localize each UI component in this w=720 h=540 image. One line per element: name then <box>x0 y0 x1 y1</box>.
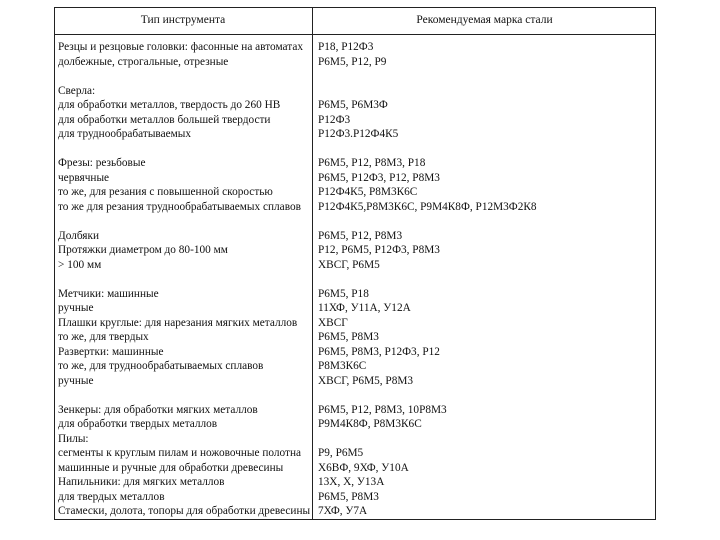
steel-grade-cell: Р6М5, Р8М3, Р12Ф3, Р12 <box>318 345 440 358</box>
tool-type-cell: для обработки металлов большей твердости <box>58 113 271 126</box>
table-row <box>0 417 720 432</box>
table-row <box>0 504 720 519</box>
tool-type-cell: для твердых металлов <box>58 490 165 503</box>
steel-grade-cell: Р9М4К8Ф, Р8М3К6С <box>318 418 422 430</box>
table-row <box>0 243 720 258</box>
tool-type-cell: Сверла: <box>58 84 96 97</box>
table-row <box>0 84 720 99</box>
steel-grade-cell: 7ХФ, У7А <box>318 505 368 517</box>
tool-type-cell: то же, для резания с повышенной скоростью <box>58 186 273 198</box>
table-row <box>0 185 720 200</box>
steel-grade-cell: Р6М5, Р8М3 <box>318 331 379 343</box>
header-steel-grade: Рекомендуемая марка стали <box>416 14 553 26</box>
tool-type-cell: ручные <box>58 374 94 387</box>
tool-type-cell: для труднообрабатываемых <box>58 128 192 140</box>
group-spacer <box>0 69 720 84</box>
tool-type-cell: Напильники: для мягких металлов <box>58 476 225 488</box>
tool-type-cell: для обработки металлов, твердость до 260 НВ <box>58 99 281 111</box>
tool-type-cell: Фрезы: резьбовые <box>58 157 146 169</box>
table-row <box>0 490 720 505</box>
header-tool-type: Тип инструмента <box>140 14 226 26</box>
steel-grade-cell: Р6М5, Р12, Р9 <box>318 55 387 68</box>
table-body <box>0 40 720 519</box>
steel-grade-cell: Р6М5, Р12, Р8М3, Р18 <box>318 157 426 169</box>
steel-grade-cell: Х6ВФ, 9ХФ, У10А <box>318 461 409 474</box>
steel-grade-cell: 13Х, Х, У13А <box>318 476 385 488</box>
table-row <box>0 229 720 244</box>
table-row <box>0 171 720 186</box>
table-row <box>0 345 720 360</box>
tool-type-cell: Резцы и резцовые головки: фасонные на автоматах <box>58 41 303 53</box>
tool-type-cell: Зенкеры: для обработки мягких металлов <box>58 403 258 416</box>
steel-grade-cell: Р6М5, Р6М3Ф <box>318 99 388 111</box>
table-row <box>0 127 720 142</box>
table-row <box>0 301 720 316</box>
steel-grade-cell: Р12Ф3.Р12Ф4К5 <box>318 128 399 140</box>
table-row <box>0 446 720 461</box>
table-row <box>0 330 720 345</box>
table-row <box>0 359 720 374</box>
tool-type-cell: Долбяки <box>58 229 100 242</box>
table-row <box>0 374 720 389</box>
tool-type-cell: Метчики: машинные <box>58 287 159 300</box>
tool-type-cell: то же, для твердых <box>58 331 149 343</box>
table-row <box>0 113 720 128</box>
tool-type-cell: то же для резания труднообрабатываемых сплавов <box>58 200 301 213</box>
table-row <box>0 403 720 418</box>
steel-grade-cell: Р12, Р6М5, Р12Ф3, Р8М3 <box>318 244 440 256</box>
group-spacer <box>0 214 720 229</box>
tool-type-cell: ручные <box>58 302 94 314</box>
tool-type-cell: Развертки: машинные <box>58 345 164 358</box>
steel-grade-cell: Р12Ф3 <box>318 113 351 126</box>
tool-type-cell: то же, для труднообрабатываемых сплавов <box>58 360 264 372</box>
steel-grade-cell: ХВСГ <box>318 316 348 329</box>
steel-grade-cell: ХВСГ, Р6М5, Р8М3 <box>318 374 414 387</box>
tool-type-cell: Пилы: <box>58 432 89 445</box>
steel-grade-cell: 11ХФ, У11А, У12А <box>318 302 411 314</box>
tool-type-cell: машинные и ручные для обработки древесины <box>58 461 284 474</box>
steel-grade-cell: Р8М3К6С <box>318 360 367 372</box>
table-row <box>0 316 720 331</box>
steel-grade-cell: Р6М5, Р12, Р8М3, 10Р8М3 <box>318 403 447 416</box>
tool-type-cell: Плашки круглые: для нарезания мягких металлов <box>58 316 298 329</box>
table-row <box>0 287 720 302</box>
tool-type-cell: долбежные, строгальные, отрезные <box>58 55 229 68</box>
steel-grade-cell: Р9, Р6М5 <box>318 447 364 459</box>
table-row <box>0 432 720 447</box>
steel-grade-cell: Р6М5, Р18 <box>318 287 369 300</box>
steel-grade-cell: Р18, Р12Ф3 <box>318 41 374 53</box>
steel-grade-cell: Р6М5, Р12, Р8М3 <box>318 229 403 242</box>
tool-type-cell: Стамески, долота, топоры для обработки древесины <box>58 505 311 517</box>
steel-grade-cell: Р12Ф4К5, Р8М3К6С <box>318 186 418 198</box>
tool-type-cell: > 100 мм <box>58 258 102 271</box>
steel-grade-cell: Р6М5, Р8М3 <box>318 490 379 503</box>
group-spacer <box>0 388 720 403</box>
tool-type-cell: сегменты к круглым пилам и ножовочные полотна <box>58 447 302 459</box>
table-row <box>0 200 720 215</box>
tool-type-cell: для обработки твердых металлов <box>58 418 218 430</box>
group-spacer <box>0 142 720 157</box>
table-row <box>0 461 720 476</box>
tool-type-cell: Протяжки диаметром до 80-100 мм <box>58 244 228 256</box>
table-row <box>0 40 720 55</box>
steel-grade-cell: Р12Ф4К5,Р8М3К6С, Р9М4К8Ф, Р12М3Ф2К8 <box>318 200 537 213</box>
group-spacer <box>0 272 720 287</box>
header-divider <box>54 34 656 35</box>
tool-type-cell: червячные <box>58 171 110 184</box>
steel-grade-cell: ХВСГ, Р6М5 <box>318 258 380 271</box>
steel-grade-cell: Р6М5, Р12Ф3, Р12, Р8М3 <box>318 171 440 184</box>
table-row <box>0 258 720 273</box>
table-row <box>0 156 720 171</box>
table-row <box>0 98 720 113</box>
table-row <box>0 475 720 490</box>
table-row <box>0 55 720 70</box>
